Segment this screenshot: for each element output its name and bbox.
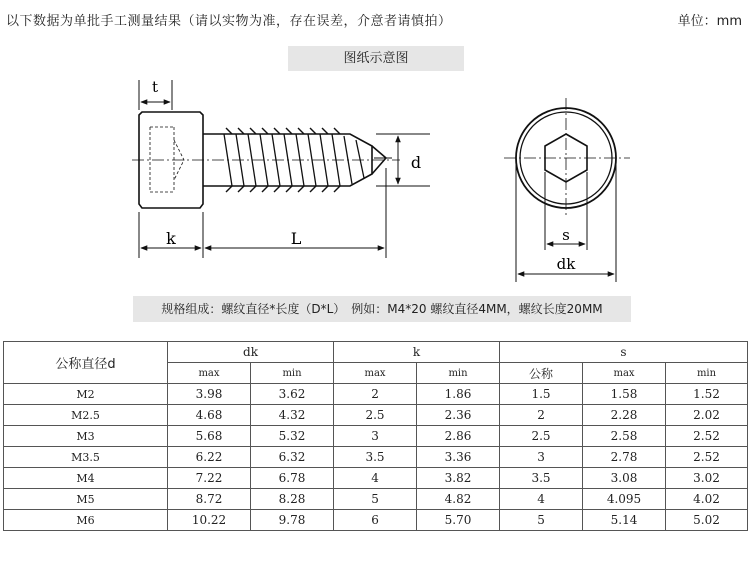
table-cell: 5.70 xyxy=(417,510,500,531)
table-cell: 3.36 xyxy=(417,447,500,468)
table-cell: M6 xyxy=(4,510,168,531)
table-cell: 3.62 xyxy=(251,384,334,405)
spec-format-note: 规格组成：螺纹直径*长度（D*L） 例如：M4*20 螺纹直径4MM，螺纹长度20MM xyxy=(133,296,631,322)
table-cell: 4.32 xyxy=(251,405,334,426)
table-cell: 5.02 xyxy=(666,510,748,531)
table-cell: 3.82 xyxy=(417,468,500,489)
group-header-dk: dk xyxy=(168,342,334,363)
dim-dk-label: dk xyxy=(556,255,576,273)
dimension-table xyxy=(3,341,748,531)
unit-label: 单位：mm xyxy=(677,14,742,29)
dim-s-label: s xyxy=(562,226,570,244)
table-cell: 2 xyxy=(334,384,417,405)
table-cell: 1.52 xyxy=(666,384,748,405)
dim-l-label: L xyxy=(290,229,302,248)
group-header-s: s xyxy=(500,342,748,363)
table-cell: M4 xyxy=(4,468,168,489)
table-cell: 4.095 xyxy=(583,489,666,510)
nominal-diameter-header: 公称直径d xyxy=(4,342,168,384)
sub-header: max xyxy=(334,363,417,384)
table-cell: 9.78 xyxy=(251,510,334,531)
table-cell: M2 xyxy=(4,384,168,405)
table-cell: M2.5 xyxy=(4,405,168,426)
table-cell: 4 xyxy=(334,468,417,489)
table-cell: 3.5 xyxy=(500,468,583,489)
sub-header: max xyxy=(168,363,251,384)
table-cell: 6.32 xyxy=(251,447,334,468)
table-cell: 7.22 xyxy=(168,468,251,489)
table-cell: M3 xyxy=(4,426,168,447)
table-cell: 3 xyxy=(500,447,583,468)
table-cell: 2.02 xyxy=(666,405,748,426)
group-header-k: k xyxy=(334,342,500,363)
table-cell: 5 xyxy=(500,510,583,531)
table-row xyxy=(4,405,748,426)
measurement-note: 以下数据为单批手工测量结果（请以实物为准，存在误差，介意者请慎拍） xyxy=(6,14,452,29)
table-row xyxy=(4,510,748,531)
table-cell: 2.5 xyxy=(500,426,583,447)
table-cell: 10.22 xyxy=(168,510,251,531)
sub-header: 公称 xyxy=(500,363,583,384)
table-cell: 4.68 xyxy=(168,405,251,426)
table-cell: 6.78 xyxy=(251,468,334,489)
table-cell: 3.5 xyxy=(334,447,417,468)
table-cell: 5.14 xyxy=(583,510,666,531)
table-cell: 1.5 xyxy=(500,384,583,405)
table-cell: 8.72 xyxy=(168,489,251,510)
diagram-title: 图纸示意图 xyxy=(288,46,464,71)
dim-d-label: d xyxy=(410,153,422,172)
table-cell: 2.5 xyxy=(334,405,417,426)
table-row xyxy=(4,468,748,489)
table-cell: 5 xyxy=(334,489,417,510)
table-cell: 4.82 xyxy=(417,489,500,510)
table-cell: 5.32 xyxy=(251,426,334,447)
table-cell: 1.86 xyxy=(417,384,500,405)
table-cell: 3 xyxy=(334,426,417,447)
dim-t-label: t xyxy=(151,78,159,96)
table-cell: 3.08 xyxy=(583,468,666,489)
sub-header: max xyxy=(583,363,666,384)
screw-diagram xyxy=(0,72,750,294)
table-row xyxy=(4,384,748,405)
table-row xyxy=(4,426,748,447)
table-cell: 5.68 xyxy=(168,426,251,447)
table-cell: 4 xyxy=(500,489,583,510)
table-row xyxy=(4,489,748,510)
table-cell: 6 xyxy=(334,510,417,531)
sub-header: min xyxy=(666,363,748,384)
table-cell: 2.58 xyxy=(583,426,666,447)
sub-header: min xyxy=(417,363,500,384)
table-cell: 6.22 xyxy=(168,447,251,468)
table-cell: 2 xyxy=(500,405,583,426)
table-cell: 2.36 xyxy=(417,405,500,426)
table-cell: 2.28 xyxy=(583,405,666,426)
top-view xyxy=(504,98,630,218)
table-cell: 3.98 xyxy=(168,384,251,405)
sub-header: min xyxy=(251,363,334,384)
table-cell: 2.86 xyxy=(417,426,500,447)
table-cell: 2.52 xyxy=(666,447,748,468)
table-cell: 2.52 xyxy=(666,426,748,447)
table-cell: 4.02 xyxy=(666,489,748,510)
table-cell: M3.5 xyxy=(4,447,168,468)
table-cell: 1.58 xyxy=(583,384,666,405)
table-cell: 8.28 xyxy=(251,489,334,510)
dim-k-label: k xyxy=(166,229,176,248)
table-cell: 3.02 xyxy=(666,468,748,489)
table-row xyxy=(4,447,748,468)
table-cell: 2.78 xyxy=(583,447,666,468)
table-cell: M5 xyxy=(4,489,168,510)
